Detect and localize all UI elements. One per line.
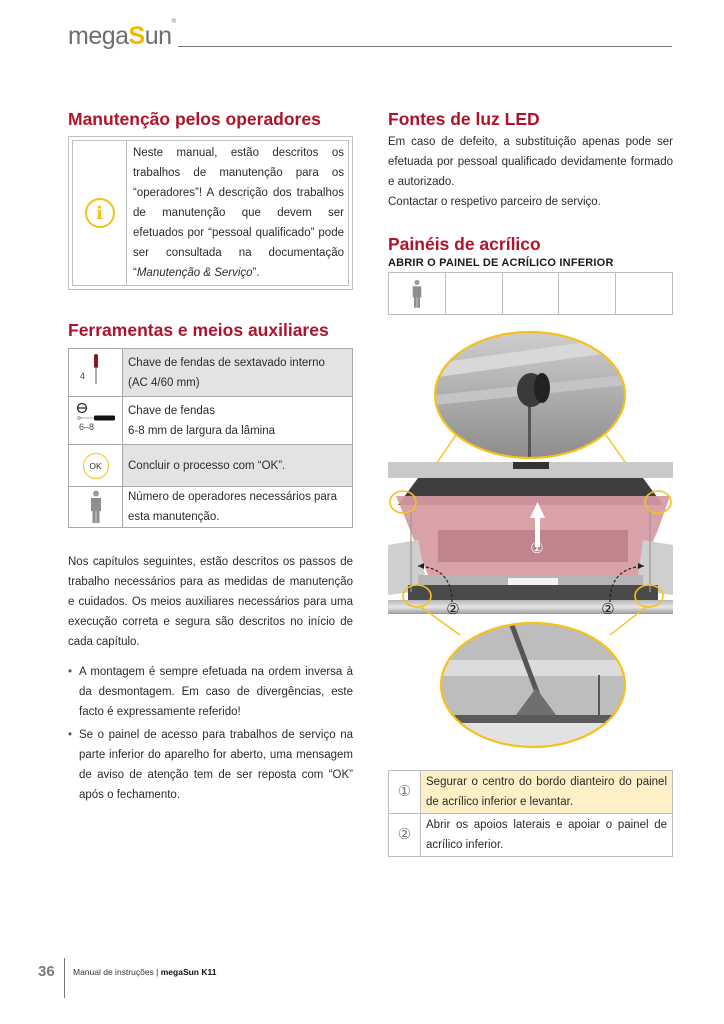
zoom-detail-bottom — [438, 620, 628, 753]
section-title-tools: Ferramentas e meios auxiliares — [68, 320, 329, 340]
ok-label: OK — [89, 460, 102, 471]
manual-label: Manual de instruções | — [73, 967, 161, 977]
tool-row — [69, 349, 353, 397]
blade-width-label: 6–8 — [79, 422, 95, 432]
logo-prefix: mega — [68, 22, 129, 50]
hex-screwdriver-icon — [69, 349, 123, 397]
section-title-led: Fontes de luz LED — [388, 109, 540, 129]
led-contact-text: Contactar o respetivo parceiro de serviço. — [388, 196, 601, 208]
intro-paragraph: Nos capítulos seguintes, estão descritos os passos de trabalho necessários para as medidas de manutenção e cuidados. Os meios auxiliares necessários para uma execução correta e segura são descritos no início de cada capítulo. — [68, 556, 353, 648]
operator-cell-empty — [445, 273, 502, 315]
zoom-detail-top — [428, 330, 638, 460]
step-text: Segurar o centro do bordo dianteiro do painel de acrílico inferior e levantar. — [421, 771, 673, 814]
operator-cell-empty — [616, 273, 673, 315]
step-row — [389, 771, 673, 814]
left-column — [68, 108, 353, 808]
note-item: • A montagem é sempre efetuada na ordem inversa à da desmontagem. Em caso de divergências, este facto é expressamente referido! — [68, 662, 353, 722]
header-divider — [178, 46, 672, 47]
megasun-logo — [68, 18, 176, 51]
operators-table — [388, 272, 673, 315]
footer-divider — [64, 958, 65, 998]
flat-screwdriver-icon — [69, 397, 123, 445]
info-text-doc-ref: Manutenção & Serviço — [136, 267, 253, 279]
step-number: ① — [389, 771, 421, 814]
step-number: ② — [389, 814, 421, 857]
info-text — [127, 141, 348, 285]
tool-description: Chave de fendas 6-8 mm de largura da lâmina — [123, 397, 353, 445]
tool-description: Número de operadores necessários para esta manutenção. — [123, 487, 353, 528]
tools-table — [68, 348, 353, 528]
right-column — [388, 108, 673, 315]
ok-circle-icon — [69, 445, 123, 487]
note-item: • Se o painel de acesso para trabalhos de serviço na parte inferior do aparelho for aberto, uma mensagem de aviso de atenção tem de ser reposta com “OK” após o fechamento. — [68, 725, 353, 805]
footer-label — [73, 967, 216, 977]
tool-description: Chave de fendas de sextavado interno (AC 4/60 mm) — [123, 349, 353, 397]
section-title-acrylic: Painéis de acrílico — [388, 234, 541, 254]
info-text-end: ”. — [252, 267, 260, 279]
product-name: megaSun K11 — [160, 967, 217, 977]
info-box — [68, 136, 353, 290]
info-text-main: Neste manual, estão descritos os trabalhos de manutenção para os “operadores”! A descrição dos trabalhos de manutenção que devem ser efetuados por “pessoal qualificado” pode ser consultada na documentação “ — [133, 147, 344, 279]
info-icon-cell — [73, 141, 127, 285]
info-icon: i — [85, 198, 115, 228]
operator-cell — [389, 273, 446, 315]
page-number: 36 — [38, 963, 55, 980]
logo-s: S — [128, 22, 145, 50]
step-row — [389, 814, 673, 857]
step-text: Abrir os apoios laterais e apoiar o painel de acrílico inferior. — [421, 814, 673, 857]
person-icon — [69, 487, 123, 528]
logo-suffix: un — [144, 22, 172, 50]
led-text: Em caso de defeito, a substituição apenas pode ser efetuada por pessoal qualificado devidamente formado e autorizado. — [388, 136, 673, 188]
hex-size-label: 4 — [80, 371, 86, 381]
step-1-marker: ① — [530, 540, 544, 557]
registered-mark: ® — [171, 18, 176, 25]
tool-row — [69, 487, 353, 528]
step-2-marker-left: ② — [446, 601, 460, 618]
operator-cell-empty — [559, 273, 616, 315]
step-2-marker-right: ② — [601, 601, 615, 618]
section-title-maintenance: Manutenção pelos operadores — [68, 109, 321, 129]
subsection-title: ABRIR O PAINEL DE ACRÍLICO INFERIOR — [388, 257, 614, 269]
notes-list — [68, 662, 353, 805]
tool-row — [69, 445, 353, 487]
acrylic-panel-illustration — [388, 330, 673, 770]
steps-table — [388, 770, 673, 857]
tool-row — [69, 397, 353, 445]
person-icon — [411, 279, 423, 309]
operator-cell-empty — [502, 273, 559, 315]
tool-description: Concluir o processo com “OK”. — [123, 445, 353, 487]
